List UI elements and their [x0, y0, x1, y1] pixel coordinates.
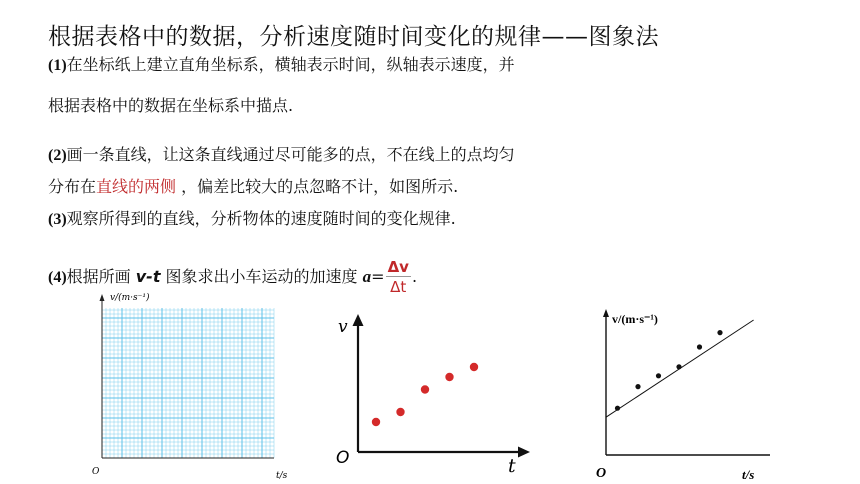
step-text-post: ，偏差比较大的点忽略不计，如图所示. [181, 177, 459, 196]
step-1 [48, 52, 515, 75]
step-text-mid: 图象求出小车运动的加速度 [160, 267, 363, 286]
data-point [697, 344, 702, 349]
x-axis-label: t/s [742, 467, 755, 482]
step-text: 在坐标纸上建立直角坐标系，横轴表示时间，纵轴表示速度，并 [66, 55, 515, 74]
scatter-point [445, 373, 453, 381]
step-1-continued [48, 93, 293, 116]
y-axis-arrow [603, 309, 609, 317]
scatter-point [372, 418, 380, 426]
acceleration-symbol: a [362, 267, 372, 286]
graph-paper-grid [102, 308, 274, 458]
y-axis-label: v/(m·s⁻¹) [110, 293, 150, 303]
x-axis-label: t/s [276, 471, 288, 481]
fraction-denominator: Δt [390, 278, 407, 296]
x-axis-arrow [518, 447, 530, 458]
y-axis-arrow [353, 314, 364, 326]
scatter-points [372, 363, 478, 426]
scatter-chart [330, 310, 540, 480]
scatter-point [396, 408, 404, 416]
origin-label: O [92, 467, 100, 477]
equals-sign: = [371, 267, 385, 286]
step-number: (1) [48, 57, 67, 74]
data-point [615, 406, 620, 411]
acceleration-fraction [386, 258, 411, 297]
vt-label: v-t [135, 267, 161, 286]
page-title: 根据表格中的数据，分析速度随时间变化的规律——图象法 [48, 24, 659, 50]
data-point [656, 373, 661, 378]
fraction-numerator: Δv [387, 258, 409, 276]
step-number: (2) [48, 147, 67, 164]
y-axis-label: v [338, 317, 348, 337]
step-text-pre: 分布在 [48, 177, 97, 196]
data-point [717, 330, 722, 335]
step-3 [48, 206, 456, 229]
data-points [615, 330, 723, 411]
x-axis-label: t [508, 455, 516, 477]
scatter-point [470, 363, 478, 371]
step-text: 画一条直线，让这条直线通过尽可能多的点，不在线上的点均匀 [66, 145, 515, 164]
y-axis-label: v/(m·s⁻¹) [612, 312, 658, 326]
highlight-text: 直线的两侧 [96, 177, 177, 196]
step-text: 根据表格中的数据在坐标系中描点. [48, 96, 294, 115]
step-text-pre: 根据所画 [66, 267, 136, 286]
data-point [676, 364, 681, 369]
step-text: 观察所得到的直线，分析物体的速度随时间的变化规律. [66, 209, 456, 228]
y-axis-arrow [100, 294, 105, 301]
step-number: (3) [48, 211, 67, 228]
data-point [635, 384, 640, 389]
origin-label: O [336, 448, 350, 468]
scatter-point [421, 385, 429, 393]
graph-paper-chart [88, 288, 288, 484]
fit-line-chart [590, 305, 780, 480]
step-2 [48, 142, 515, 165]
period: . [411, 267, 418, 286]
step-2-continued [48, 174, 458, 197]
origin-label: O [596, 466, 607, 481]
step-number: (4) [48, 269, 67, 286]
